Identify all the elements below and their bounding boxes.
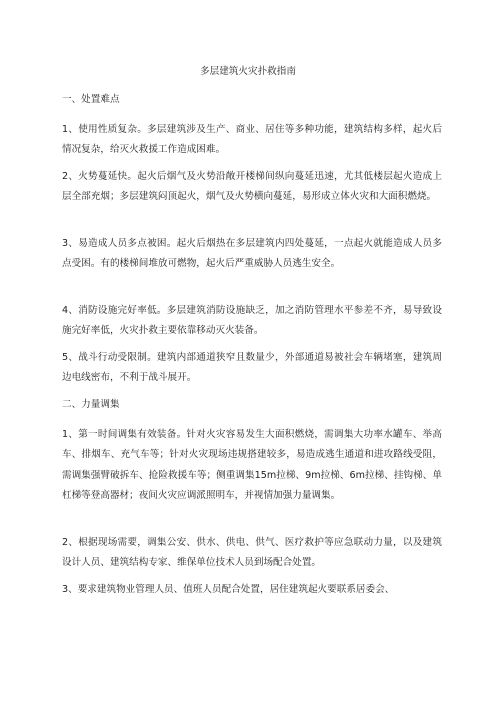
document-title: 多层建筑火灾扑救指南 bbox=[200, 66, 296, 77]
paragraph-operation-restricted: 5、战斗行动受限制。建筑内部通道狭窄且数量少，外部通道易被社会车辆堵塞，建筑周边电线密布，不利于战斗展开。 bbox=[62, 352, 442, 384]
section-heading-force-dispatch: 二、力量调集 bbox=[62, 399, 120, 410]
paragraph-property-management: 3、要求建筑物业管理人员、值班人员配合处置，居住建筑起火要联系居委会、 bbox=[62, 584, 395, 595]
paragraph-facility-integrity: 4、消防设施完好率低。多层建筑消防设施缺乏，加之消防管理水平参差不齐，易导致设施完好率低，火灾扑救主要依靠移动灭火装备。 bbox=[62, 305, 442, 337]
paragraph-dispatch-equipment: 1、第一时间调集有效装备。针对火灾容易发生大面积燃烧，需调集大功率水罐车、举高车、排烟车、充气车等；针对火灾现场违规搭建较多，易造成逃生通道和进攻路线受阻，需调集强臂破拆车、抢险救援车等；侧重调集15m拉梯、9m拉梯、6m拉梯、挂钩梯、单杠梯等登高器材；夜间火灾应调派照明车，并视情加强力量调集。 bbox=[62, 429, 442, 501]
section-heading-difficulties: 一、处置难点 bbox=[62, 94, 120, 105]
paragraph-linkage-forces: 2、根据现场需要，调集公安、供水、供电、供气、医疗救护等应急联动力量，以及建筑设计人员、建筑结构专家、维保单位技术人员到场配合处置。 bbox=[62, 537, 442, 569]
paragraph-fast-spread: 2、火势蔓延快。起火后烟气及火势沿敞开楼梯间纵向蔓延迅速，尤其低楼层起火造成上层全部充烟；多层建筑闷顶起火，烟气及火势横向蔓延，易形成立体火灾和大面积燃烧。 bbox=[62, 171, 442, 203]
paragraph-trapped-persons: 3、易造成人员多点被困。起火后烟热在多层建筑内四处蔓延，一点起火就能造成人员多点受困。有的楼梯间堆放可燃物，起火后严重威胁人员逃生安全。 bbox=[62, 238, 442, 270]
paragraph-complex-usage: 1、使用性质复杂。多层建筑涉及生产、商业、居住等多种功能，建筑结构多样，起火后情况复杂，给灭火救援工作造成困难。 bbox=[62, 124, 442, 156]
